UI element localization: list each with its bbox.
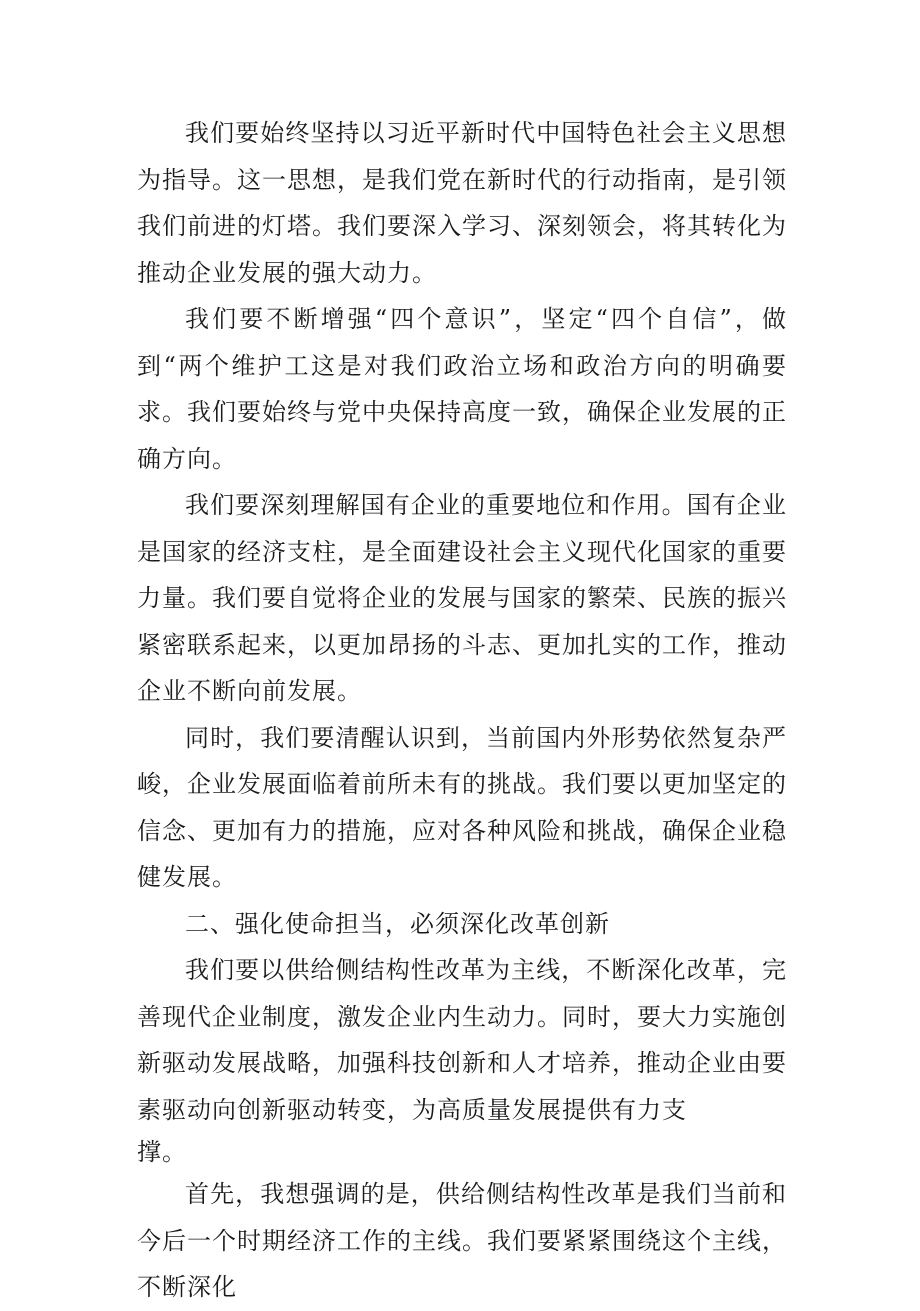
- paragraph-guiding-thought: 我们要始终坚持以习近平新时代中国特色社会主义思想为指导。这一思想，是我们党在新时代的行动指南，是引领我们前进的灯塔。我们要深入学习、深刻领会，将其转化为推动企业发展的强大动力。: [137, 119, 787, 287]
- paragraph-challenges: 同时，我们要清醒认识到，当前国内外形势依然复杂严峻，企业发展面临着前所未有的挑战。我们要以更加坚定的信念、更加有力的措施，应对各种风险和挑战，确保企业稳健发展。: [137, 723, 787, 891]
- paragraph-continuation: 撑。: [137, 1138, 187, 1166]
- document-body: [137, 110, 787, 1311]
- paragraph-four-consciousness: 我们要不断增强“四个意识”，坚定“四个自信”，做到“两个维护工这是对我们政治立场和政治方向的明确要求。我们要始终与党中央保持高度一致，确保企业发展的正确方向。: [137, 305, 787, 473]
- paragraph-first-point: 首先，我想强调的是，供给侧结构性改革是我们当前和今后一个时期经济工作的主线。我们要紧紧围绕这个主线，不断深化: [137, 1180, 787, 1301]
- paragraph-supply-side-reform: 我们要以供给侧结构性改革为主线，不断深化改革，完善现代企业制度，激发企业内生动力。同时，要大力实施创新驱动发展战略，加强科技创新和人才培养，推动企业由要素驱动向创新驱动转变，为高质量发展提供有力支: [137, 956, 787, 1124]
- paragraph-state-enterprise-role: 我们要深刻理解国有企业的重要地位和作用。国有企业是国家的经济支柱，是全面建设社会主义现代化国家的重要力量。我们要自觉将企业的发展与国家的繁荣、民族的振兴紧密联系起来，以更加昂扬的斗志、更加扎实的工作，推动企业不断向前发展。: [137, 491, 787, 705]
- section-heading-reform: 二、强化使命担当，必须深化改革创新: [185, 909, 610, 938]
